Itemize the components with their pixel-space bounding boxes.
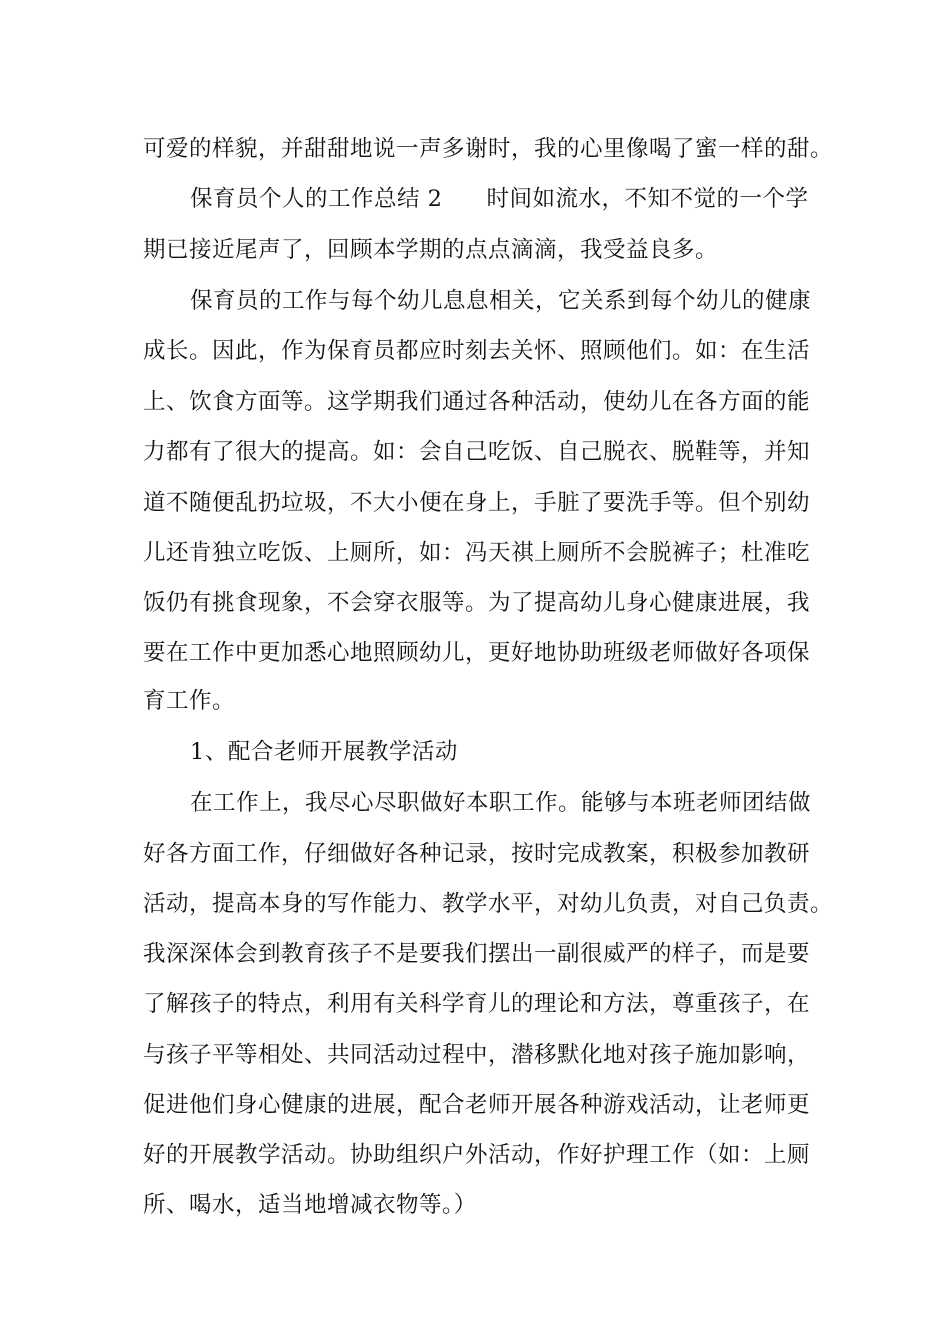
paragraph-line: 育工作。 — [143, 688, 236, 714]
paragraph-line: 好各方面工作，仔细做好各种记录，按时完成教案，积极参加教研 — [143, 841, 811, 867]
paragraph-line: 我深深体会到教育孩子不是要我们摆出一副很威严的样子，而是要 — [143, 941, 811, 967]
paragraph-line: 活动，提高本身的写作能力、教学水平，对幼儿负责，对自己负责。 — [143, 891, 834, 917]
paragraph-line: 期已接近尾声了，回顾本学期的点点滴滴，我受益良多。 — [143, 237, 719, 263]
paragraph-line: 饭仍有挑食现象，不会穿衣服等。为了提高幼儿身心健康进展，我 — [143, 590, 811, 616]
paragraph-line: 保育员的工作与每个幼儿息息相关，它关系到每个幼儿的健康 — [190, 288, 812, 314]
paragraph-line: 力都有了很大的提高。如：会自己吃饭、自己脱衣、脱鞋等，并知 — [143, 439, 811, 465]
paragraph-line: 与孩子平等相处、共同活动过程中，潜移默化地对孩子施加影响， — [143, 1042, 811, 1068]
section-heading-line — [190, 184, 808, 214]
paragraph-line: 促进他们身心健康的进展，配合老师开展各种游戏活动，让老师更 — [143, 1092, 811, 1118]
paragraph-line: 可爱的样貌，并甜甜地说一声多谢时，我的心里像喝了蜜一样的甜。 — [143, 136, 834, 162]
paragraph-line: 儿还肯独立吃饭、上厕所，如：冯天祺上厕所不会脱裤子；杜准吃 — [143, 540, 811, 566]
paragraph-text: 时间如流水，不知不觉的一个学 — [486, 186, 809, 212]
paragraph-line: 好的开展教学活动。协助组织户外活动，作好护理工作（如：上厕 — [143, 1142, 811, 1168]
paragraph-line: 上、饮食方面等。这学期我们通过各种活动，使幼儿在各方面的能 — [143, 389, 811, 415]
paragraph-line: 成长。因此，作为保育员都应时刻去关怀、照顾他们。如：在生活 — [143, 338, 811, 364]
paragraph-line: 要在工作中更加悉心地照顾幼儿，更好地协助班级老师做好各项保 — [143, 640, 811, 666]
paragraph-line: 在工作上，我尽心尽职做好本职工作。能够与本班老师团结做 — [190, 790, 812, 816]
paragraph-line: 了解孩子的特点，利用有关科学育儿的理论和方法，尊重孩子，在 — [143, 991, 811, 1017]
subsection-heading: 1、配合老师开展教学活动 — [190, 739, 458, 765]
paragraph-line: 道不随便乱扔垃圾，不大小便在身上，手脏了要洗手等。但个别幼 — [143, 490, 811, 516]
section-title: 保育员个人的工作总结 2 — [190, 186, 443, 212]
paragraph-line: 所、喝水，适当地增减衣物等。） — [143, 1192, 477, 1218]
